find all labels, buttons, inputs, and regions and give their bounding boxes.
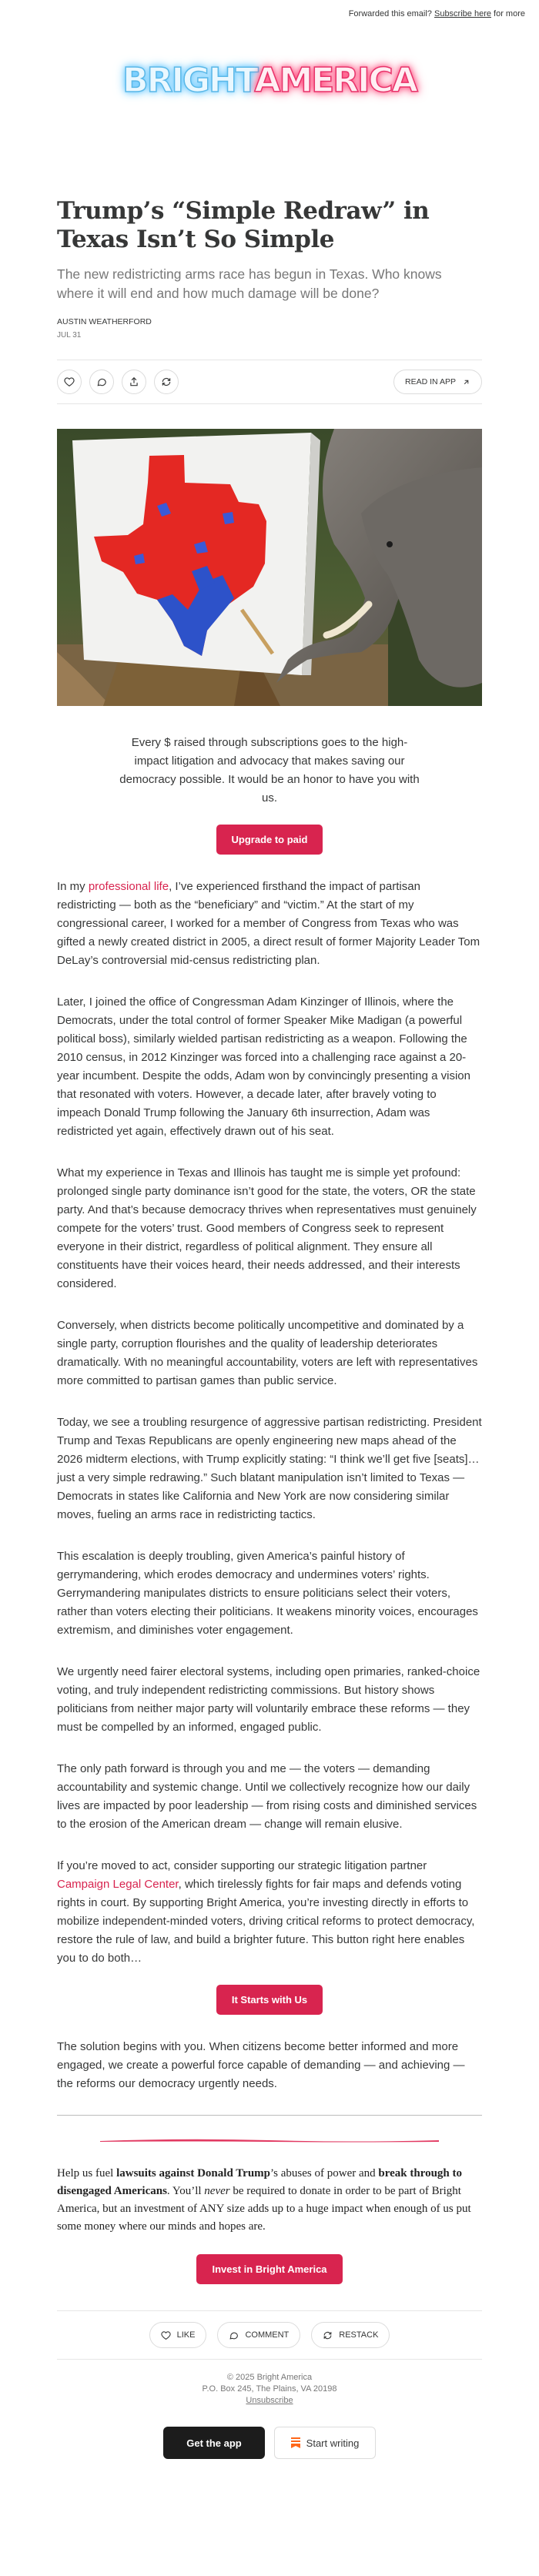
p9-mid: , which tirelessly fights for fair maps and defends voting rights in court. By supporting Bright America, you’re investing directly in efforts to mobilize independent-minded voters, driving critical reforms to protect democracy, restore the rule of law, and build a brighter future. This button right here enables you to do both…: [57, 1878, 475, 1965]
email-footer: [57, 2372, 482, 2407]
footer-restack-button[interactable]: [311, 2322, 390, 2348]
footer-actions-bar: [57, 2310, 482, 2360]
paragraph-7: We urgently need fairer electoral systems, including open primaries, ranked-choice voting, and truly independent redistricting commissions. But history shows politicians from neither major party will voluntarily embrace these reforms — they must be compelled by an informed, engaged public.: [57, 1665, 480, 1734]
substack-logo-icon: [291, 2437, 300, 2448]
post-actions-bar: [57, 360, 482, 404]
footer-comment-button[interactable]: [217, 2322, 300, 2348]
read-in-app-label: READ IN APP: [405, 377, 456, 386]
paragraph-3: What my experience in Texas and Illinois has taught me is simple yet profound: prolonged single party dominance isn’t good for the state, the voters, OR the state party. And that’s because democracy thrives when representatives must genuinely compete for the voters’ trust. Good members of Congress seek to represent everyone in their district, regardless of political alignment. They ensure all constituents have their voices heard, their needs addressed, and their interests considered.: [57, 1166, 477, 1290]
paragraph-8: The only path forward is through you and me — the voters — demanding accountability and systemic change. Until we collectively recognize how our daily lives are impacted by poor leadership — from rising costs and diminished services to the erosion of the American dream — change will remain elusive.: [57, 1762, 477, 1831]
p9-pre: If you’re moved to act, consider supporting our strategic litigation partner: [57, 1859, 427, 1872]
post-date: JUL 31: [57, 331, 82, 340]
appeal-bold-1: lawsuits against Donald Trump: [116, 2167, 270, 2180]
forward-suffix: for more: [490, 9, 525, 18]
paragraph-2: Later, I joined the office of Congressman Adam Kinzinger of Illinois, where the Democrats, under the total control of former Speaker Mike Madigan (a powerful political boss), similarly wielded partisan redistricting as a weapon. Following the 2010 census, in 2012 Kinzinger was forced into a challenging race against a 20-year incumbent. Despite the odds, Adam won by convincingly presenting a vision that resonated with voters. However, a decade later, after bravely voting to impeach Donald Trump following the January 6th insurrection, Adam was redistricted yet again, effectively drawn out of his seat.: [57, 995, 470, 1138]
restack-icon: [323, 2330, 333, 2340]
read-in-app-button[interactable]: [393, 370, 482, 394]
brush-stroke-divider: [57, 2137, 482, 2143]
post-author[interactable]: AUSTIN WEATHERFORD: [57, 317, 152, 326]
postal-address: P.O. Box 245, The Plains, VA 20198: [202, 2384, 337, 2394]
footer-like-button[interactable]: [149, 2322, 207, 2348]
comment-icon: [229, 2330, 239, 2340]
divider: [57, 2115, 482, 2116]
restack-button[interactable]: [154, 370, 179, 394]
restack-label: RESTACK: [339, 2330, 379, 2340]
appeal-bold-2: break through to disengaged Americans: [57, 2167, 463, 2197]
appeal-text-3: . You’ll: [166, 2185, 205, 2197]
subscription-pitch: Every $ raised through subscriptions goes to the high-impact litigation and advocacy that makes saving our democracy possible. It would be an honor to have you with us.: [119, 736, 420, 805]
paragraph-10: The solution begins with you. When citizens become better informed and more engaged, we create a powerful force capable of demanding — and achieving — the reforms our democracy urgently needs.: [57, 2040, 465, 2090]
campaign-legal-center-link[interactable]: Campaign Legal Center: [57, 1878, 179, 1891]
start-writing-button[interactable]: [274, 2427, 376, 2459]
start-writing-label: Start writing: [306, 2437, 360, 2449]
invest-button[interactable]: Invest in Bright America: [196, 2254, 342, 2284]
heart-icon: [161, 2330, 171, 2340]
hero-image[interactable]: [57, 429, 482, 706]
subscribe-link[interactable]: Subscribe here: [434, 9, 491, 18]
unsubscribe-link[interactable]: Unsubscribe: [246, 2396, 293, 2405]
post-subtitle: The new redistricting arms race has begun in Texas. Who knows where it will end and how much damage will be done?: [57, 266, 442, 301]
comment-icon: [96, 376, 107, 387]
appeal-emphasis: never: [204, 2185, 230, 2197]
p1-post: , I’ve experienced firsthand the impact of partisan redistricting — both as the “beneficiary” and “victim.” At the start of my congressional career, I worked for a member of Congress from Texas who was gifted a newly created district in 2005, a direct result of former Majority Leader Tom DeLay’s controversial mid-census redistricting plan.: [57, 880, 480, 967]
forward-prefix: Forwarded this email?: [348, 9, 434, 18]
share-button[interactable]: [122, 370, 146, 394]
upgrade-to-paid-button[interactable]: Upgrade to paid: [216, 825, 323, 855]
p1-pre: In my: [57, 880, 89, 893]
restack-icon: [161, 376, 172, 387]
post-body: [57, 878, 482, 2093]
professional-life-link[interactable]: professional life: [88, 880, 169, 893]
logo-america: AMERICA: [254, 61, 417, 100]
paragraph-9: [57, 1857, 482, 1968]
elephant-painting-illustration: [57, 429, 482, 706]
forward-notice: [0, 0, 539, 31]
copyright: © 2025 Bright America: [226, 2373, 313, 2382]
donation-appeal: [57, 2165, 482, 2236]
get-the-app-button[interactable]: Get the app: [163, 2427, 265, 2459]
heart-icon: [64, 376, 75, 387]
appeal-text-2: ’s abuses of power and: [270, 2167, 379, 2180]
paragraph-4: Conversely, when districts become politically uncompetitive and dominated by a single party, corruption flourishes and the quality of leadership deteriorates dramatically. With no meaningful accountability, voters are left with representatives more committed to partisan games than public service.: [57, 1319, 478, 1387]
brand-logo[interactable]: [0, 31, 539, 131]
post-title[interactable]: Trump’s “Simple Redraw” in Texas Isn’t So Simple: [57, 197, 430, 253]
it-starts-with-us-button[interactable]: It Starts with Us: [216, 1985, 323, 2015]
paragraph-6: This escalation is deeply troubling, given America’s painful history of gerrymandering, which erodes democracy and undermines voters’ rights. Gerrymandering manipulates districts to ensure politicians select their voters, rather than voters electing their politicians. It weakens minority voices, encourages extremism, and diminishes voter engagement.: [57, 1550, 478, 1637]
paragraph-1: [57, 878, 482, 970]
appeal-text-4: be required to donate in order to be part of Bright America, but an investment of ANY size adds up to a huge impact when enough of us put some money where our minds and hopes are.: [57, 2185, 471, 2233]
paragraph-5: Today, we see a troubling resurgence of aggressive partisan redistricting. President Trump and Texas Republicans are openly engineering new maps ahead of the 2026 midterm elections, with Trump explicitly stating: “I think we’ll get five [seats]… just a very simple redrawing.” Such blatant manipulation isn’t limited to Texas — Democrats in states like California and New York are now considering similar moves, fueling an arms race in redistricting tactics.: [57, 1416, 482, 1521]
logo-bright: BRIGHT: [122, 61, 255, 100]
like-label: LIKE: [176, 2330, 196, 2340]
comment-button[interactable]: [89, 370, 114, 394]
arrow-up-right-icon: [462, 378, 470, 386]
share-icon: [129, 376, 139, 387]
like-button[interactable]: [57, 370, 82, 394]
comment-label: COMMENT: [245, 2330, 290, 2340]
appeal-text-1: Help us fuel: [57, 2167, 117, 2180]
